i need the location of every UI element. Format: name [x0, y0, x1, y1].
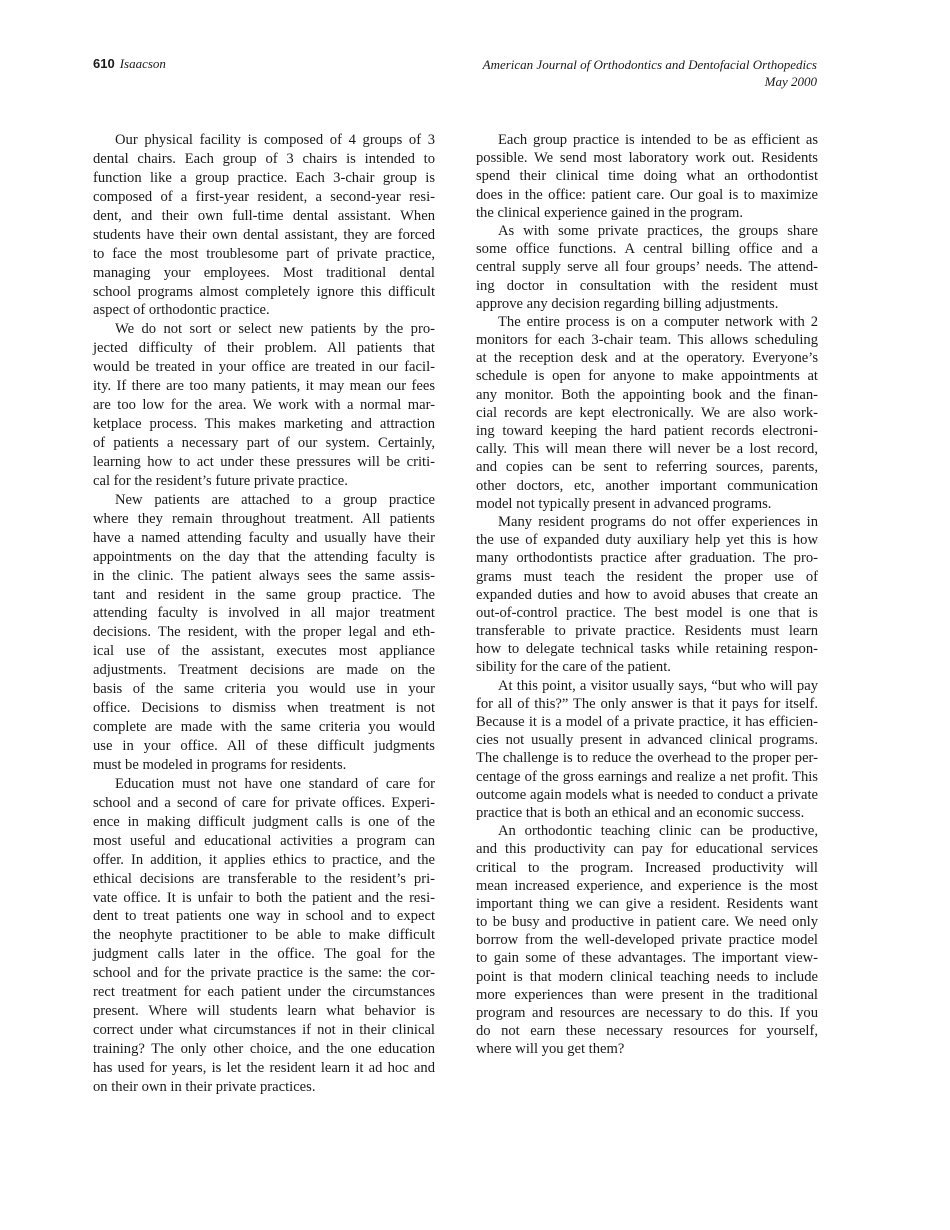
text-line: at the reception desk and at the operatory. Everyone’s	[476, 350, 818, 367]
text-line: schedule is open for anyone to make appointments at	[476, 368, 818, 385]
paragraph	[93, 131, 435, 320]
text-line: attending faculty is involved in all major treatment	[93, 605, 435, 622]
text-line: transferable to private practice. Residents must learn	[476, 623, 818, 640]
text-line: ing toward keeping the hard patient records electroni-	[476, 423, 818, 439]
text-line: the clinical experience gained in the program.	[476, 204, 744, 221]
text-line: composed of a first-year resident, a second-year resi-	[93, 188, 435, 205]
text-line: on their own in their private practices.	[93, 1078, 316, 1095]
text-line: program and resources are necessary to do this. If you	[476, 1005, 818, 1021]
author-name: Isaacson	[119, 56, 166, 71]
text-line: training? The only other choice, and the one education	[93, 1041, 435, 1057]
text-line: central supply serve all four groups’ needs. The attend-	[476, 259, 818, 276]
text-line: school programs almost completely ignore this difficult	[93, 283, 435, 300]
text-line: learning how to act under these pressures will be criti-	[93, 453, 435, 470]
text-line: to gain some of these advantages. The important view-	[476, 950, 818, 967]
text-line: cal for the resident’s future private practice.	[93, 472, 348, 489]
text-line: judgment calls later in the office. The goal for the	[93, 946, 435, 963]
text-line: out-of-control practice. The best model is one that is	[476, 604, 818, 621]
text-line: of patients a necessary part of our system. Certainly,	[93, 435, 435, 451]
text-line: The entire process is on a computer network with 2	[498, 313, 818, 330]
text-line: and copies can be sent to referring sources, parents,	[476, 459, 818, 476]
text-line: other doctors, etc, another important communication	[476, 477, 818, 494]
text-line: use in your office. All of these difficult judgments	[93, 738, 435, 754]
text-line: ethical decisions are transferable to the resident’s pri-	[93, 870, 435, 887]
text-line: appointments on the day that the attending faculty is	[93, 548, 435, 565]
text-line: Education must not have one standard of care for	[115, 775, 435, 792]
text-line: how to delegate technical tasks while retaining respon-	[476, 641, 818, 658]
text-line: ence in making difficult judgment calls is one of the	[93, 813, 435, 830]
text-line: An orthodontic teaching clinic can be productive,	[498, 823, 818, 840]
paragraph	[93, 491, 435, 775]
text-line: rect treatment for each patient under the circumstances	[93, 984, 435, 1001]
issue-date: May 2000	[764, 74, 817, 89]
paragraph	[476, 131, 818, 222]
paragraph	[476, 313, 818, 513]
text-line: must be modeled in programs for residents.	[93, 756, 347, 773]
text-line: centage of the gross earnings and realize a net profit. This	[476, 768, 818, 785]
text-line: aspect of orthodontic practice.	[93, 302, 270, 319]
text-line: monitors for each 3-chair team. This allows scheduling	[476, 332, 818, 349]
text-line: jected difficulty of their problem. All patients that	[93, 340, 435, 357]
text-line: many orthodontists practice after graduation. The pro-	[476, 550, 818, 567]
text-line: As with some private practices, the groups share	[498, 222, 818, 239]
text-line: Many resident programs do not offer experiences in	[498, 513, 818, 530]
text-line: more experiences than were present in the traditional	[476, 986, 818, 1003]
text-line: sibility for the care of the patient.	[476, 659, 671, 676]
running-header-right	[483, 56, 817, 90]
text-line: dent to treat patients one way in school and to expect	[93, 908, 435, 925]
text-line: managing your employees. Most traditional dental	[93, 264, 435, 281]
text-line: where will you get them?	[476, 1041, 625, 1058]
text-line: New patients are attached to a group practice	[115, 491, 435, 508]
text-line: practice that is both an ethical and an economic success.	[476, 804, 805, 821]
text-line: school and a second of care for private offices. Experi-	[93, 794, 435, 811]
text-line: any monitor. Both the appointing book and the finan-	[476, 386, 818, 403]
text-line: has used for years, is let the resident learn it ad hoc and	[93, 1059, 435, 1076]
text-line: in the clinic. The patient always sees the same assis-	[93, 567, 435, 584]
left-column	[93, 131, 435, 1097]
text-line: school and for the private practice is the same: the cor-	[93, 965, 435, 982]
text-line: cally. This will mean there will never be a lost record,	[476, 441, 818, 458]
text-line: office. Decisions to dismiss when treatment is not	[93, 700, 435, 717]
text-line: the use of expanded duty auxiliary help yet this is how	[476, 532, 818, 549]
text-line: some office functions. A central billing office and a	[476, 241, 818, 258]
text-line: vate office. It is unfair to both the patient and the resi-	[93, 889, 435, 906]
text-line: ity. If there are too many patients, it may mean our fees	[93, 378, 435, 395]
text-line: decisions. The resident, with the proper legal and eth-	[93, 624, 435, 641]
text-line: most useful and educational activities a program can	[93, 832, 435, 849]
text-line: We do not sort or select new patients by the pro-	[115, 321, 435, 338]
text-line: present. Where will students learn what behavior is	[93, 1003, 435, 1020]
text-line: basis of the same criteria you would use in your	[93, 681, 435, 698]
text-line: would be treated in your office are treated in our facil-	[93, 359, 435, 376]
page-number: 610	[93, 56, 115, 71]
text-line: cial records are kept electronically. We are also work-	[476, 404, 818, 421]
text-line: students have their own dental assistant, they are forced	[93, 226, 435, 243]
text-line: the neophyte practitioner to be able to make difficult	[93, 927, 435, 944]
text-line: offer. In addition, it applies ethics to practice, and the	[93, 851, 435, 868]
text-line: The challenge is to reduce the overhead to the proper per-	[476, 750, 818, 767]
text-line: grams must teach the resident the proper use of	[476, 568, 818, 585]
text-line: important thing we can give a resident. Residents want	[476, 895, 818, 912]
journal-title: American Journal of Orthodontics and Dentofacial Orthopedics	[482, 57, 817, 72]
text-line: ical use of the assistant, executes most appliance	[93, 643, 435, 660]
right-column	[476, 131, 818, 1059]
text-line: Because it is a model of a private practice, it has efficien-	[476, 714, 818, 730]
paragraph	[476, 822, 818, 1058]
text-line: ketplace process. This makes marketing and attraction	[93, 416, 435, 433]
text-line: do not earn these necessary resources for yourself,	[476, 1023, 818, 1040]
text-line: spend their clinical time doing what an orthodontist	[476, 168, 818, 185]
text-line: approve any decision regarding billing adjustments.	[476, 295, 779, 312]
text-line: adjustments. Treatment decisions are made on the	[93, 662, 435, 679]
text-line: tant and resident in the same group practice. The	[93, 586, 435, 603]
text-line: outcome again models what is needed to conduct a private	[476, 786, 818, 803]
text-line: dental chairs. Each group of 3 chairs is intended to	[93, 150, 435, 167]
text-line: to face the most troublesome part of private practice,	[93, 245, 435, 262]
text-line: mean increased experience, and experience is the most	[476, 877, 818, 894]
text-line: have a named attending faculty and usually have their	[93, 529, 435, 546]
text-line: Our physical facility is composed of 4 groups of 3	[115, 132, 435, 148]
text-line: critical to the program. Increased productivity will	[476, 859, 818, 876]
text-line: complete are made with the same criteria you would	[93, 719, 435, 736]
text-line: At this point, a visitor usually says, “but who will pay	[498, 677, 818, 694]
text-line: for all of this?” The only answer is that it pays for itself.	[476, 695, 818, 712]
paragraph	[93, 320, 435, 490]
text-line: point is that modern clinical teaching needs to include	[476, 968, 818, 985]
text-line: ing doctor in consultation with the resident must	[476, 277, 818, 294]
text-line: function like a group practice. Each 3-chair group is	[93, 169, 435, 186]
text-line: borrow from the well-developed private practice model	[476, 932, 818, 949]
text-line: expanded duties and how to avoid abuses that create an	[476, 586, 818, 603]
text-line: model not typically present in advanced programs.	[476, 495, 772, 512]
paragraph	[476, 513, 818, 677]
text-line: does in the office: patient care. Our goal is to maximize	[476, 186, 818, 203]
paragraph	[476, 222, 818, 313]
text-line: Each group practice is intended to be as efficient as	[498, 132, 818, 148]
text-line: possible. We send most laboratory work out. Residents	[476, 150, 818, 167]
text-line: to be busy and productive in patient care. We need only	[476, 914, 818, 931]
text-line: are too low for the area. We work with a normal mar-	[93, 397, 435, 414]
text-line: and this productivity can pay for educational services	[476, 841, 818, 858]
paragraph	[476, 677, 818, 823]
paragraph	[93, 775, 435, 1097]
text-line: dent, and their own full-time dental assistant. When	[93, 207, 435, 224]
running-header-left	[93, 56, 166, 72]
text-line: correct under what circumstances if not in their clinical	[93, 1022, 435, 1039]
text-line: cies not usually present in advanced clinical programs.	[476, 732, 818, 749]
text-line: where they remain throughout treatment. All patients	[93, 510, 435, 527]
